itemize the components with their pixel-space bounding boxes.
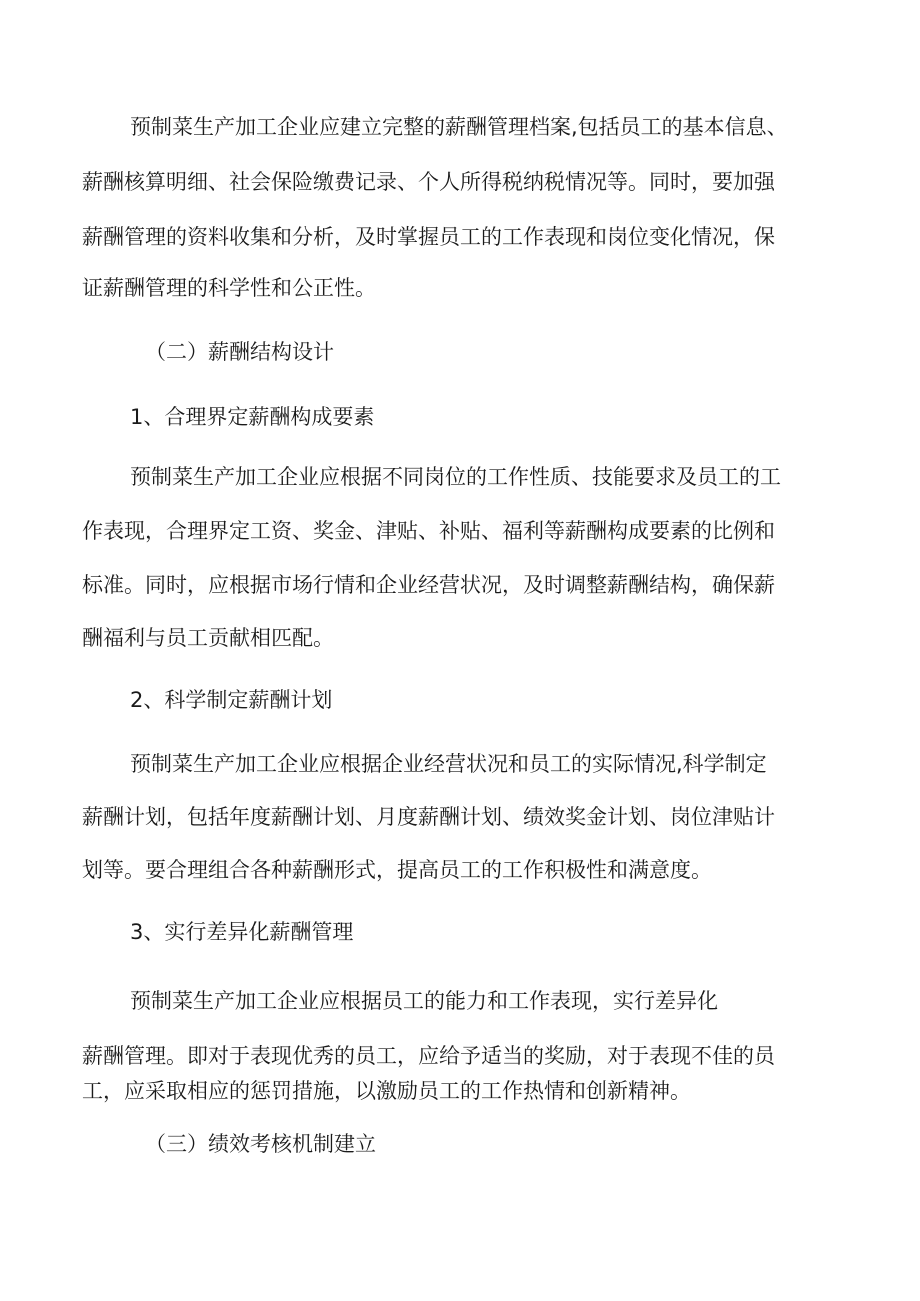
- paragraph-3-line-3: 划等。要合理组合各种薪酬形式，提高员工的工作积极性和满意度。: [82, 858, 712, 882]
- paragraph-1-line-1: 预制菜生产加工企业应建立完整的薪酬管理档案,包括员工的基本信息、: [130, 115, 788, 139]
- paragraph-1-line-2: 薪酬核算明细、社会保险缴费记录、个人所得税纳税情况等。同时，要加强: [82, 170, 775, 194]
- paragraph-4-line-3: 工，应采取相应的惩罚措施，以激励员工的工作热情和创新精神。: [82, 1079, 691, 1103]
- section-heading-3: （三）绩效考核机制建立: [145, 1132, 376, 1156]
- paragraph-3-line-1: 预制菜生产加工企业应根据企业经营状况和员工的实际情况,科学制定: [130, 752, 767, 776]
- subheading-3: 3、实行差异化薪酬管理: [130, 920, 354, 944]
- subheading-1: 1、合理界定薪酬构成要素: [130, 405, 375, 429]
- subheading-2: 2、科学制定薪酬计划: [130, 688, 333, 712]
- section-heading-2: （二）薪酬结构设计: [145, 340, 334, 364]
- paragraph-1-line-4: 证薪酬管理的科学性和公正性。: [82, 276, 376, 300]
- paragraph-2-line-4: 酬福利与员工贡献相匹配。: [82, 626, 334, 650]
- paragraph-2-line-3: 标准。同时，应根据市场行情和企业经营状况，及时调整薪酬结构，确保薪: [82, 573, 775, 597]
- paragraph-1-line-3: 薪酬管理的资料收集和分析，及时掌握员工的工作表现和岗位变化情况，保: [82, 225, 775, 249]
- paragraph-4-line-1: 预制菜生产加工企业应根据员工的能力和工作表现，实行差异化: [130, 989, 718, 1013]
- paragraph-2-line-2: 作表现，合理界定工资、奖金、津贴、补贴、福利等薪酬构成要素的比例和: [82, 519, 775, 543]
- paragraph-3-line-2: 薪酬计划，包括年度薪酬计划、月度薪酬计划、绩效奖金计划、岗位津贴计: [82, 805, 775, 829]
- paragraph-4-line-2: 薪酬管理。即对于表现优秀的员工，应给予适当的奖励，对于表现不佳的员: [82, 1044, 775, 1068]
- paragraph-2-line-1: 预制菜生产加工企业应根据不同岗位的工作性质、技能要求及员工的工: [130, 465, 781, 489]
